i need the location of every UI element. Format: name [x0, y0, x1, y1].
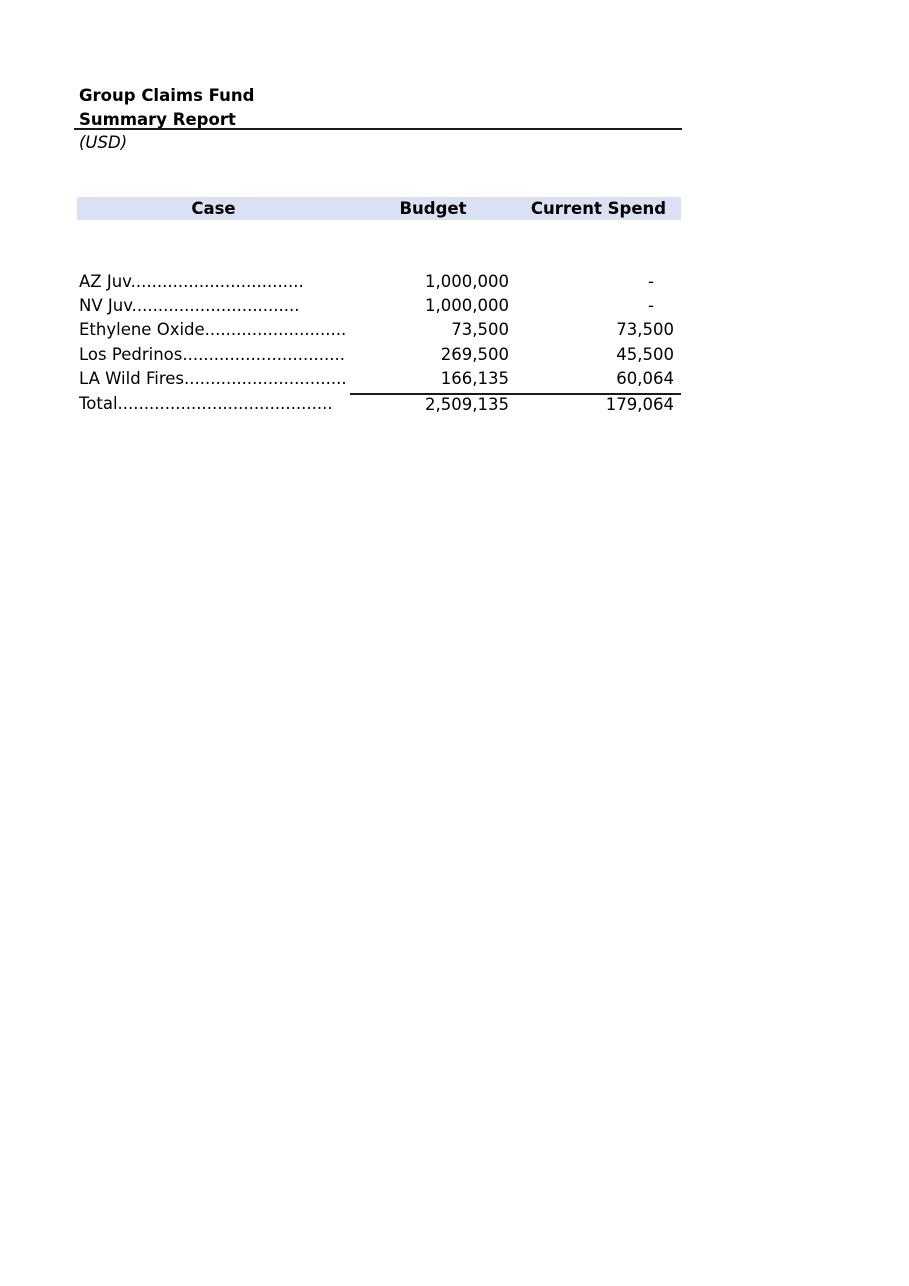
summary-table [77, 197, 681, 415]
budget-cell: 166,135 [440, 369, 509, 389]
current-spend-cell: 179,064 [516, 393, 681, 414]
report-header [79, 84, 254, 131]
report-subtitle: Summary Report [79, 109, 236, 129]
current-spend-cell: - [648, 296, 654, 316]
table-row-ethylene-oxide [77, 318, 681, 342]
column-header-budget: Budget [399, 199, 467, 218]
currency-note: (USD) [79, 133, 128, 152]
budget-cell: 1,000,000 [425, 271, 509, 291]
current-spend-cell: 60,064 [616, 369, 674, 389]
case-cell: LA Wild Fires............................... [79, 369, 347, 389]
column-header-current-spend: Current Spend [530, 199, 667, 218]
case-cell: Total......................................... [79, 393, 333, 413]
table-header-row [77, 197, 681, 220]
table-row-nv-juv [77, 293, 681, 317]
table-row-total [77, 391, 681, 415]
column-header-case: Case [191, 199, 236, 218]
table-row-la-wild-fires [77, 367, 681, 391]
current-spend-cell: 45,500 [616, 344, 674, 364]
case-cell: NV Juv................................ [79, 296, 300, 316]
budget-cell: 2,509,135 [350, 393, 516, 414]
case-cell: Ethylene Oxide........................... [79, 320, 347, 340]
report-title: Group Claims Fund [79, 86, 255, 105]
current-spend-cell: 73,500 [616, 320, 674, 340]
table-row-los-pedrinos [77, 342, 681, 366]
budget-cell: 269,500 [440, 344, 509, 364]
table-spacer [77, 220, 681, 269]
budget-cell: 1,000,000 [425, 296, 509, 316]
budget-cell: 73,500 [451, 320, 509, 340]
case-cell: Los Pedrinos............................... [79, 344, 345, 364]
table-row-az-juv [77, 269, 681, 293]
case-cell: AZ Juv................................. [79, 271, 304, 291]
header-rule-divider [74, 128, 682, 130]
current-spend-cell: - [648, 271, 654, 291]
